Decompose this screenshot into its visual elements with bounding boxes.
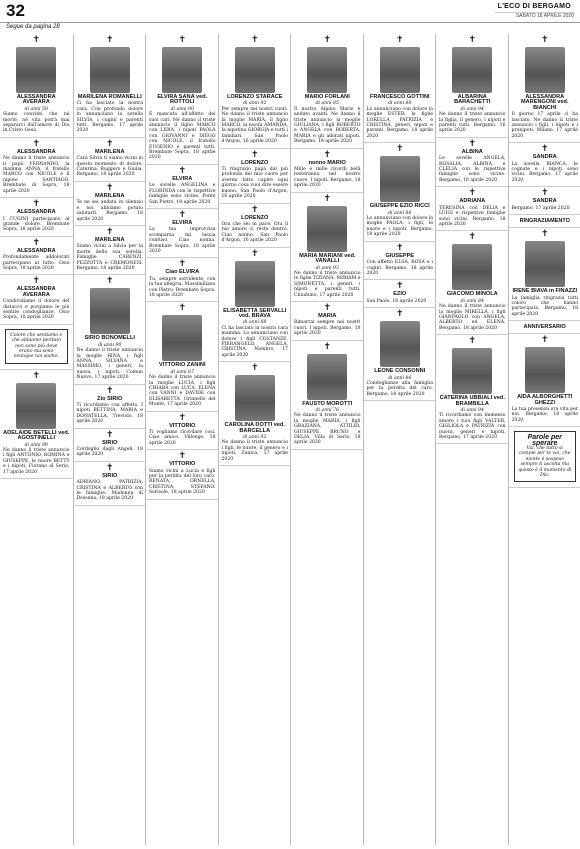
notice-text: Ti ringrazio papà dal più profondo del mio cuore per avermi fatto capire ogni giorno cosa vuol dire essere buono. San Paolo d'Argon, 16 aprile 2020 — [221, 167, 288, 200]
cross-icon: ✝ — [178, 165, 187, 176]
notice-text: Cara Silvia ti siamo vicini in questo momento di dolore. Caterina, Ruggero e Giulia. Bergamo, 18 aprile 2020 — [76, 156, 143, 178]
page-number: 32 — [6, 1, 25, 20]
obituary-notice — [364, 280, 437, 308]
cross-icon: ✝ — [468, 138, 477, 149]
paper-date: SABATO 18 APRILE 2020 — [515, 13, 574, 20]
notice-text: Bergamo, 17 aprile 2020 — [511, 205, 570, 211]
notice-text: Tu, sempre sorridente, con la tua allegria. Massimiliano con Pietro. Brembate Sopra, 18 aprile 2020 — [149, 276, 216, 298]
notice-text: Lo annunciano con dolore la moglie ESTER, le figlie LORELLA, PATRIZIA e CRISTINA, generi, nipoti e parenti. Bergamo, 18 aprile 2020 — [366, 106, 433, 139]
obituary-notice — [219, 204, 292, 248]
deceased-age: di anni 90 — [170, 106, 194, 112]
notice-text: Condividiamo il dolore del distacco e porgiamo le più sentite condoglianze. Osio Sopra, 18 aprile 2020 — [3, 299, 70, 321]
portrait-photo — [162, 315, 202, 361]
obituary-notice — [291, 149, 364, 193]
deceased-age: di anni 90 — [98, 342, 122, 348]
portrait-photo — [16, 383, 56, 429]
deceased-name: GIUSEPPE EZIO RICCI — [369, 203, 430, 210]
deceased-name: SIRIO — [102, 472, 118, 479]
deceased-age: di anni 92 — [243, 101, 267, 107]
obituary-notice — [0, 325, 73, 370]
deceased-name: ELVIRA — [172, 175, 193, 182]
obituary-notice — [509, 34, 580, 143]
obituary-notice — [509, 143, 580, 187]
obituary-notice — [0, 138, 73, 198]
portrait-photo — [235, 47, 275, 93]
obituary-notice — [0, 370, 73, 479]
deceased-name: ADELAIDE BETELLI ved. AGOSTINELLI — [3, 429, 70, 442]
portrait-photo — [380, 321, 420, 367]
deceased-age: di anni 90 — [24, 442, 48, 448]
quote-body: Vai, che tutto si compie per te vai, che niente è sospeso sempre ti ascolta ma questo è il momento di Dio. — [518, 445, 572, 478]
cross-icon: ✝ — [250, 149, 259, 160]
notice-text: Mille e mille ricordi belli resteranno nel nostro cuore. I nipoti. Bergamo, 18 aprile 2020 — [294, 167, 361, 189]
obituary-notice — [146, 165, 219, 209]
portrait-photo — [162, 47, 202, 93]
cross-icon: ✝ — [323, 35, 332, 45]
cross-icon: ✝ — [468, 188, 477, 199]
portrait-photo — [235, 261, 275, 307]
obituary-notice — [436, 187, 509, 231]
notice-text: Ne danno il triste annuncio la moglie MIRELLA, i figli GIANPAOLO con ANGELA, ALBERTO ed ELENA. Bergamo, 18 aprile 2020 — [439, 304, 506, 331]
quote-box — [5, 329, 68, 364]
portrait-photo — [525, 241, 565, 287]
portrait-photo — [307, 47, 347, 93]
notice-text: Ti vogliamo ricordare così. Ciao amico. Villongo, 18 aprile 2020 — [149, 430, 216, 446]
deceased-name: GIUSEPPE — [385, 252, 415, 259]
obituary-notice — [74, 138, 147, 182]
notice-text: Ne danno il triste annuncio le figlie TIZIANA, MIRIAM e SIMONETTA, i generi, i nipoti e parenti tutti. Chiuduno, 17 aprile 2020 — [294, 270, 361, 298]
obituary-notice — [74, 429, 147, 462]
cross-icon: ✝ — [32, 370, 41, 381]
cross-icon: ✝ — [395, 309, 404, 320]
cross-icon: ✝ — [323, 149, 332, 160]
deceased-name: MARIO FORLANI — [304, 94, 350, 100]
deceased-name: ALESSANDRA MARENGONI ved. BIANCHI — [520, 94, 569, 111]
portrait-photo — [90, 47, 130, 93]
column-2 — [73, 34, 147, 845]
cross-icon: ✝ — [105, 429, 114, 440]
deceased-name: LORENZO STARACE — [226, 94, 283, 100]
obituary-notice — [291, 193, 364, 302]
paper-name: L'ECO DI BERGAMO — [495, 2, 574, 13]
continuation-note: Segue da pagina 28 — [6, 24, 60, 30]
obituary-notice — [364, 308, 437, 401]
cross-icon: ✝ — [178, 259, 187, 270]
section-heading: RINGRAZIAMENTO — [509, 215, 580, 228]
portrait-photo — [525, 47, 565, 93]
notice-text: È mancata all'affetto dei suoi cari. Ne danno il triste annuncio il figlio MARCO con LIDIA, i nipoti PAOLA con GIOVANNI e DIEGO con NICOLE, il fratello EUGENIO e parenti tutti. Brembate Sopra, 18 aprile 2020 — [149, 112, 216, 161]
portrait-photo — [235, 375, 275, 421]
obituary-notice — [291, 341, 364, 450]
cross-icon: ✝ — [323, 341, 332, 352]
column-4 — [218, 34, 292, 845]
obituary-notice — [509, 228, 580, 321]
deceased-name: ELVIRA SANA ved. ROTTOLI — [157, 94, 208, 106]
notice-text: Ti ricordiamo con immenso amore i tuoi figli VALTER, GIGLIOLA e PATRIZIA con nuora, generi e nipoti. Bergamo, 17 aprile 2020 — [439, 413, 506, 440]
notice-text: Lo annunciano con dolore la moglie PAOLA, i figli, le nuore e i nipoti. Bergamo, 18 aprile 2020 — [366, 216, 433, 238]
notice-text: Profondamente addolorati partecipano al lutto. Osio Sopra, 18 aprile 2020 — [3, 255, 70, 271]
masthead — [495, 2, 574, 19]
notice-text: Il giorno 17 aprile ci ha lasciato. Ne danno il triste annuncio i figli, i nipoti e i pronipoti. Milano, 17 aprile 2020 — [511, 112, 578, 139]
deceased-name: nonno MARIO — [308, 159, 346, 166]
obituary-notice — [0, 198, 73, 237]
notice-text: Ci ha lasciato la nostra cara mamma. Lo annunciano con dolore i figli COSTANZE, PIERANGELO, ANGELA, CRISTINA. Nembro, 17 aprile 2020 — [221, 325, 288, 358]
cross-icon: ✝ — [178, 451, 187, 462]
quote-text: Parole per sperare — [527, 434, 562, 447]
deceased-name: CAROLINA DOTTI ved. BARCELLA — [224, 422, 285, 434]
cross-icon: ✝ — [395, 144, 404, 155]
portrait-photo — [452, 348, 492, 394]
notice-text: Con affetto ELSA, ROSA e i cugini. Bergamo, 18 aprile 2020 — [366, 260, 433, 276]
notice-text: Ne danno il triste annuncio il papà FERNANDO, la mamma ANNA, il fratello MARCO con NICOLE e il nipote SANTIAGO. Brembate di Sopra, 18 aprile 2020 — [3, 156, 70, 194]
deceased-name: ALESSANDRA AVERARA — [16, 286, 56, 298]
cross-icon: ✝ — [178, 412, 187, 423]
obituary-notice — [364, 34, 437, 143]
cross-icon: ✝ — [105, 226, 114, 237]
notice-text: La famiglia ringrazia tutti coloro che hanno partecipato. Bergamo, 18 aprile 2020 — [511, 295, 578, 317]
notice-text: Ne danno il triste annuncio la moglie MARIA, i figli GRAZIANA, ATTILIO, GIUSEPPE, BRUNO e DELIA. Villa di Serio, 18 aprile 2020 — [294, 413, 361, 446]
cross-icon: ✝ — [250, 204, 259, 215]
notice-text: Il nostro Alpino Mario è andato avanti. Ne danno il triste annuncio la moglie GIULIANA, i figli ROBERTO e ANGELA con ROBERTA, MARIA e gli adorati nipoti. Bergamo, 18 aprile 2020 — [294, 106, 361, 145]
deceased-name: ALBARINA BARACHETTI — [454, 94, 491, 106]
cross-icon: ✝ — [178, 303, 187, 314]
deceased-name: MARILENA — [94, 192, 125, 199]
deceased-age: di anni 67 — [170, 369, 194, 375]
quote-box — [514, 431, 577, 482]
obituary-notice — [436, 335, 509, 444]
obituary-notice — [219, 149, 292, 204]
deceased-age: di anni 50 — [24, 106, 48, 112]
cross-icon: ✝ — [32, 199, 41, 210]
obituary-notice — [74, 226, 147, 275]
cross-icon: ✝ — [32, 35, 41, 45]
column-7 — [435, 34, 509, 845]
cross-icon: ✝ — [468, 232, 477, 243]
notice-text: TERESINA con DELIA e LUIGI e rispettive famiglie sono vicini. Bergamo, 18 aprile 2020 — [439, 205, 506, 227]
notice-text: Ne danno il triste annuncio i figli ANTONIO, ROMINA e GIUSEPPE, le nuore BETTY e i nipoti. Fiorano al Serio, 17 aprile 2020 — [3, 448, 70, 475]
column-5 — [290, 34, 364, 845]
notice-text: Siamo convinti che né morte, né vita potrà mai separarci dall'amore di Dio in Cristo Gesù. — [3, 112, 70, 134]
column-6 — [363, 34, 437, 845]
obituary-notice — [219, 248, 292, 363]
quote-text: Colore che sentiamo e che abbiamo perduto non sono più dove erano ma sono ovunque noi siamo. — [10, 332, 63, 360]
notice-text: La tua presenza ora vita per noi. Bergamo, 18 aprile 2020 — [511, 406, 578, 423]
portrait-photo — [380, 156, 420, 202]
cross-icon: ✝ — [32, 237, 41, 248]
cross-icon: ✝ — [395, 242, 404, 253]
deceased-age: di anni 92 — [243, 435, 267, 440]
cross-icon: ✝ — [32, 138, 41, 149]
portrait-photo — [307, 354, 347, 400]
obituary-notice — [146, 34, 219, 165]
cross-icon: ✝ — [105, 276, 114, 287]
obituary-notice — [0, 275, 73, 324]
page-header — [0, 0, 580, 23]
obituary-notice — [509, 334, 580, 427]
cross-icon: ✝ — [105, 385, 114, 396]
obituary-notice — [74, 462, 147, 506]
cross-icon: ✝ — [323, 302, 332, 313]
notice-text: Per sempre nei nostri cuori. Ne danno il triste annuncio la moglie MARIA, il figlio MARCO, la nuora AMANDA, la nipotina GIORGIA e tutti i familiari. San Paolo d'Argon, 16 aprile 2020 — [221, 106, 288, 145]
cross-icon: ✝ — [105, 462, 114, 473]
notice-text: Ne danno il triste annuncio i figli, le nuore, il genero e i nipoti. Zanica, 17 aprile 2020 — [221, 440, 288, 462]
cross-icon: ✝ — [323, 193, 332, 204]
deceased-name: Zio SIRIO — [97, 395, 123, 402]
notice-text: Condoglianze alla famiglia per la perdita del caro. Bergamo, 18 aprile 2020 — [366, 380, 433, 397]
deceased-age: di anni 85 — [315, 101, 339, 107]
obituary-notice — [74, 34, 147, 138]
obituary-notice — [436, 138, 509, 187]
deceased-age: di anni 86 — [388, 210, 412, 216]
deceased-age: di anni 84 — [460, 298, 484, 304]
deceased-name: LEONE CONSONNI — [374, 368, 426, 375]
obituary-notice — [146, 450, 219, 499]
obituary-notice — [364, 242, 437, 281]
cross-icon: ✝ — [540, 188, 549, 199]
portrait-photo — [380, 47, 420, 93]
deceased-age: di anni 93 — [315, 265, 339, 271]
obituary-notice — [219, 362, 292, 466]
deceased-name: ALESSANDRA AVERARA — [16, 94, 56, 106]
deceased-name: ADRIANA — [459, 198, 486, 205]
obituary-notice — [146, 258, 219, 302]
deceased-name: SANDRA — [532, 198, 557, 205]
deceased-name: VITTORIO — [169, 461, 196, 468]
deceased-age: di anni 94 — [460, 407, 484, 413]
obituary-notice — [146, 412, 219, 451]
deceased-name: EZIO — [393, 291, 407, 298]
deceased-name: GIACOMO MINOLA — [446, 291, 498, 298]
deceased-name: SIRIO BONOMELLI — [84, 335, 135, 342]
deceased-name: LORENZO — [241, 214, 269, 221]
deceased-age: di anni 86 — [388, 375, 412, 381]
notice-text: Ne danno il triste annuncio la moglie RINA, i figli ANNA, SILVANA e MASSIMO, i generi, la nuora, i nipoti. Comun Nuovo, 17 aprile 2020 — [76, 348, 143, 381]
deceased-name: AIDA ALBORGHETTI GHEZZI — [517, 394, 573, 406]
portrait-photo — [452, 244, 492, 290]
deceased-name: MARILENA — [94, 148, 125, 155]
notice-text: Ne danno il triste annuncio la moglie LUCIA, i figli CHIARA con LUCA, ELENA con VANNI e DAVIDE con ELISABETTA. Grumello del Monte, 17 aprile 2020 — [149, 375, 216, 408]
column-3 — [145, 34, 219, 845]
cross-icon: ✝ — [250, 35, 259, 45]
cross-icon: ✝ — [395, 35, 404, 45]
cross-icon: ✝ — [468, 35, 477, 45]
cross-icon: ✝ — [540, 229, 549, 240]
column-1 — [0, 34, 73, 845]
notice-text: Cordoglio dagli Angeli, 18 aprile 2020 — [76, 447, 143, 458]
cross-icon: ✝ — [395, 281, 404, 292]
cross-icon: ✝ — [250, 363, 259, 374]
deceased-name: ALBINA — [461, 148, 483, 155]
notice-text: I CUGINI partecipano al grande dolore. Brembate Sopra, 18 aprile 2020 — [3, 216, 70, 233]
notice-text: Le sorelle ANGELINA e FLORINDA con le rispettive famiglie sono vicine. Ponte San Pietro, 18 aprile 2020 — [149, 183, 216, 205]
deceased-name: SIRIO — [102, 439, 118, 446]
obituary-notice — [219, 34, 292, 149]
section-heading: ANNIVERSARIO — [509, 321, 580, 334]
obituary-notice — [74, 275, 147, 384]
portrait-photo — [307, 206, 347, 252]
portrait-photo — [90, 288, 130, 334]
cross-icon: ✝ — [32, 276, 41, 287]
deceased-name: ALESSANDRA — [16, 148, 56, 155]
cross-icon: ✝ — [178, 209, 187, 220]
deceased-name: SANDRA — [532, 154, 557, 161]
cross-icon: ✝ — [468, 336, 477, 347]
deceased-name: MARILENA — [94, 236, 125, 243]
deceased-name: LORENZO — [241, 159, 269, 166]
deceased-name: CATERINA UBBIALI ved. BRAMBILLA — [439, 395, 505, 407]
cross-icon: ✝ — [540, 335, 549, 346]
obituary-notice — [0, 34, 73, 138]
cross-icon: ✝ — [105, 35, 114, 45]
notice-text: Ne danno il triste annuncio la figlia, il genero, i nipoti e parenti tutti. Bergamo, 16 aprile 2020 — [439, 112, 506, 134]
deceased-name: ALESSANDRA — [16, 247, 56, 254]
notice-text: Le sorelle ANGELA, ROSALIA, ALBINA e CLELIA con le rispettive famiglie sono vicine. Bergamo, 18 aprile 2020 — [439, 156, 506, 183]
obituary-notice — [509, 427, 580, 488]
deceased-name: FRANCESCO GOTTINI — [369, 94, 430, 100]
deceased-name: ALESSANDRA — [16, 209, 56, 216]
obituary-notice — [146, 302, 219, 411]
cross-icon: ✝ — [105, 182, 114, 193]
portrait-photo — [525, 347, 565, 393]
deceased-name: VITTORIO ZANINI — [158, 362, 206, 369]
obituary-notice — [436, 231, 509, 335]
deceased-age: di anni 76 — [315, 407, 339, 413]
obituary-notice — [146, 209, 219, 258]
deceased-age: di anni 88 — [243, 320, 267, 326]
deceased-name: MARIA MARIANI ved. VANALLI — [299, 252, 356, 265]
deceased-name: FAUSTO MOROTTI — [302, 400, 353, 407]
cross-icon: ✝ — [540, 35, 549, 45]
cross-icon: ✝ — [178, 35, 187, 45]
notice-text: Siamo vicini a Silvia per la morte della sua sorella. Famiglie CARENZI, PEZZOTTA e CREMONESI. Bergamo, 18 aprile 2020 — [76, 244, 143, 271]
portrait-photo — [452, 47, 492, 93]
deceased-name: ELVIRA — [172, 219, 193, 226]
obituary-notice — [364, 143, 437, 241]
obituary-notice — [436, 34, 509, 138]
obituary-notice — [291, 302, 364, 341]
deceased-age: di anni 88 — [388, 101, 412, 107]
deceased-name: IRENE BIAVA in FINAZZI — [512, 288, 578, 295]
deceased-name: VITTORIO — [169, 422, 196, 429]
deceased-name: ELISABETTA SERVALLI ved. BRAVA — [223, 307, 287, 319]
notice-text: Ti ricordiamo con affetto. I nipoti BETTINA, MARIA e DONATELLA. Treviolo, 18 aprile 2020 — [76, 403, 143, 425]
column-8 — [508, 34, 580, 845]
obituary-notice — [74, 385, 147, 429]
deceased-name: Ciao ELVIRA — [165, 269, 200, 276]
cross-icon: ✝ — [105, 138, 114, 149]
notice-text: Te ne sei andata in silenzio e noi abbiamo potuto salutarti. Bergamo, 18 aprile 2020 — [76, 200, 143, 222]
notice-text: San Paolo, 18 aprile 2020 — [366, 298, 427, 304]
deceased-name: MARILENA ROMANELLI — [77, 94, 142, 100]
cross-icon: ✝ — [250, 248, 259, 259]
cross-icon: ✝ — [540, 144, 549, 155]
notice-text: Ora che sei in pace. Ora il tuo amore ci resta dentro. Ciao nonno. San Paolo d'Argon, 16 aprile 2020 — [221, 221, 288, 244]
notice-text: Ci ha lasciato la nostra cara. Con profondo dolore lo annunciano la sorella SILVIA, i cugini e parenti tutti. Bergamo, 17 aprile 2020 — [76, 101, 143, 134]
portrait-photo — [16, 47, 56, 93]
deceased-name: MARIA — [318, 312, 337, 319]
notice-text: Rimarrai sempre nei nostri cuori. I nipoti. Bergamo, 18 aprile 2020 — [294, 320, 361, 337]
obituary-notice — [509, 187, 580, 215]
obituary-notice — [0, 237, 73, 276]
notice-text: Siamo vicini a Lucia e figli per la perdita del loro caro. RENATA, ORNELLA, CRISTINA, STEFANO. Sorisole, 18 aprile 2020 — [149, 468, 216, 496]
notice-text: La tua improvvisa scomparsa mi lascia confuso. Ciao nonna. Brembate Sopra, 18 aprile 2020 — [149, 227, 216, 254]
obituary-notice — [291, 34, 364, 149]
deceased-age: di anni 94 — [460, 106, 484, 112]
notice-text: ADRIANO, PATRIZIA, CRISTINA e ALBERTO con le famiglie. Madonna di Dossena, 18 aprile 2020 — [76, 480, 143, 502]
notice-text: La sorella BIANCA, le cognate e i nipoti sono vicini. Bergamo, 17 aprile 2020 — [511, 161, 578, 183]
obituary-notice — [74, 182, 147, 226]
